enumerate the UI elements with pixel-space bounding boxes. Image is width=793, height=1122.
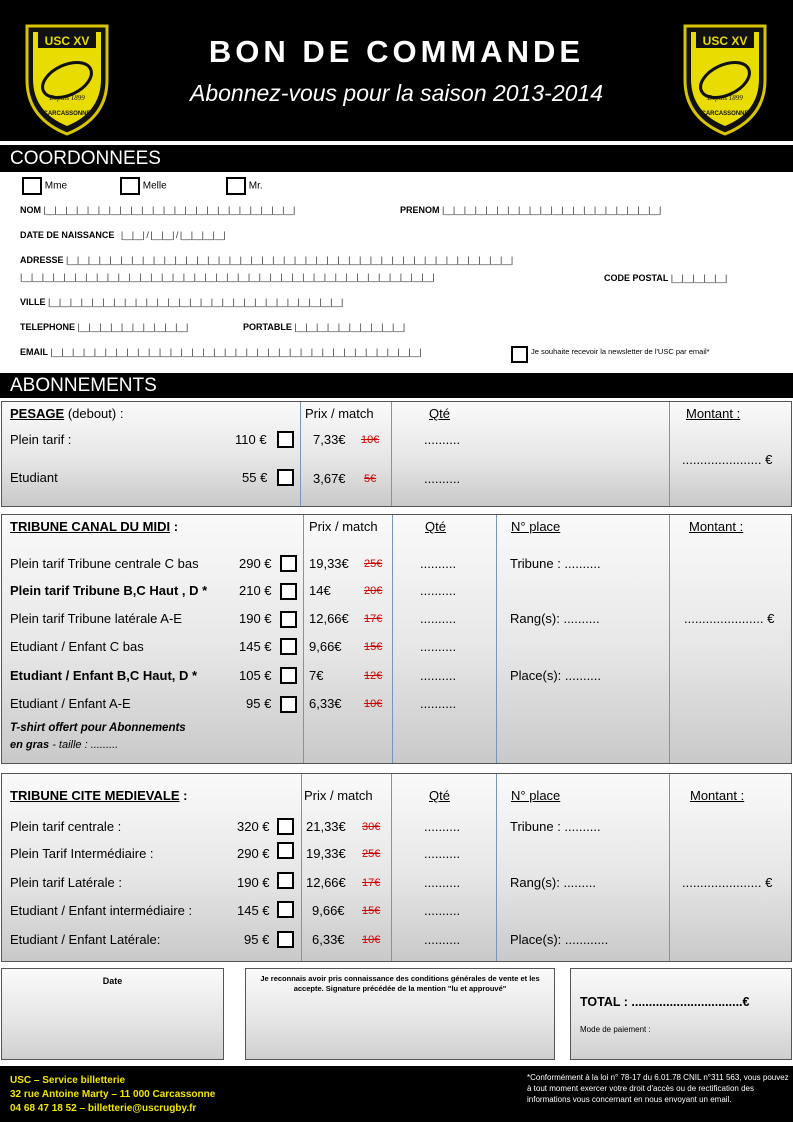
canal-permatch-4: 7€ xyxy=(309,668,324,683)
total-field[interactable]: TOTAL : ................................€ xyxy=(580,995,750,1009)
canal-price-5: 95 € xyxy=(246,696,272,711)
cite-checkbox-3[interactable] xyxy=(277,901,294,918)
pesage-permatch-0: 7,33€ xyxy=(313,432,346,447)
canal-price-0: 290 € xyxy=(239,556,272,571)
cite-label-1: Plein Tarif Intermédiaire : xyxy=(10,846,154,861)
canal-montant[interactable]: ...................... € xyxy=(684,611,775,626)
civility-melle[interactable]: Melle xyxy=(120,177,167,195)
pesage-old-1: 5€ xyxy=(364,473,377,485)
checkbox-melle[interactable] xyxy=(120,177,140,195)
cite-checkbox-4[interactable] xyxy=(277,931,294,948)
cite-checkbox-0[interactable] xyxy=(277,818,294,835)
canal-old-0: 25€ xyxy=(364,558,383,570)
canal-qty-1[interactable]: .......... xyxy=(420,583,457,598)
canal-places[interactable]: Place(s): .......... xyxy=(510,668,602,683)
cite-permatch-4: 6,33€ xyxy=(312,932,345,947)
cite-qty-0[interactable]: .......... xyxy=(424,819,461,834)
cite-price-3: 145 € xyxy=(237,903,270,918)
naissance-field[interactable]: DATE DE NAISSANCE |__|__| / |__|__| / |__|__|__|__| xyxy=(20,230,226,240)
canal-checkbox-1[interactable] xyxy=(280,583,297,600)
email-field[interactable]: EMAIL |__|__|__|__|__|__|__|__|__|__|__|__|__|__|__|__|__|__|__|__|__|__|__|__|__|__|__|__|__|__|__|__|__|__| xyxy=(20,347,422,357)
cite-old-0: 30€ xyxy=(362,821,381,833)
pesage-panel xyxy=(1,401,792,507)
date-label: Date xyxy=(102,976,123,986)
checkbox-mr[interactable] xyxy=(226,177,246,195)
canal-checkbox-2[interactable] xyxy=(280,611,297,628)
newsletter-label: Je souhaite recevoir la newsletter de l'USC par email* xyxy=(531,347,710,356)
pesage-price-0: 110 € xyxy=(235,432,267,447)
canal-label-2: Plein tarif Tribune latérale A-E xyxy=(10,611,182,626)
col-place: N° place xyxy=(511,519,561,534)
cite-panel xyxy=(1,773,792,962)
page-title: BON DE COMMANDE xyxy=(208,34,585,69)
col-qte: Qté xyxy=(425,519,446,534)
pesage-permatch-1: 3,67€ xyxy=(313,471,346,486)
canal-checkbox-4[interactable] xyxy=(280,667,297,684)
canal-old-4: 12€ xyxy=(364,670,383,682)
pesage-checkbox-1[interactable] xyxy=(277,469,294,486)
canal-permatch-3: 9,66€ xyxy=(309,639,342,654)
cite-rangs[interactable]: Rang(s): ......... xyxy=(510,875,596,890)
cite-qty-1[interactable]: .......... xyxy=(424,846,461,861)
canal-checkbox-0[interactable] xyxy=(280,555,297,572)
col-montant: Montant : xyxy=(686,406,741,421)
canal-permatch-1: 14€ xyxy=(309,583,331,598)
canal-tribune[interactable]: Tribune : .......... xyxy=(510,556,601,571)
svg-text:USC XV: USC XV xyxy=(702,34,748,48)
canal-label-1: Plein tarif Tribune B,C Haut , D * xyxy=(10,583,208,598)
canal-title: TRIBUNE CANAL DU MIDI : xyxy=(10,519,179,534)
civility-mr[interactable]: Mr. xyxy=(226,177,263,195)
col-prix: Prix / match xyxy=(305,406,374,421)
civility-mme[interactable]: Mme xyxy=(22,177,67,195)
date-box[interactable] xyxy=(1,968,224,1060)
section-coordonnees: COORDONNEES xyxy=(0,142,793,172)
canal-price-2: 190 € xyxy=(239,611,272,626)
paiement-field[interactable]: Mode de paiement : xyxy=(580,1025,651,1034)
canal-label-4: Etudiant / Enfant B,C Haut, D * xyxy=(10,668,198,683)
col-montant: Montant : xyxy=(689,519,744,534)
canal-old-1: 20€ xyxy=(364,585,383,597)
tshirt-size[interactable]: en gras - taille : ......... xyxy=(10,739,119,751)
cite-old-1: 25€ xyxy=(362,848,381,860)
cite-tribune[interactable]: Tribune : .......... xyxy=(510,819,601,834)
canal-label-5: Etudiant / Enfant A-E xyxy=(10,696,131,711)
cite-old-4: 10€ xyxy=(362,934,381,946)
canal-permatch-5: 6,33€ xyxy=(309,696,342,711)
footer xyxy=(0,1066,793,1122)
pesage-qty-0[interactable]: .......... xyxy=(424,432,461,447)
total-box xyxy=(570,968,792,1060)
canal-label-0: Plein tarif Tribune centrale C bas xyxy=(10,556,199,571)
svg-text:CARCASSONNE: CARCASSONNE xyxy=(43,111,91,117)
cite-label-0: Plein tarif centrale : xyxy=(10,819,122,834)
svg-text:USC XV: USC XV xyxy=(44,34,90,48)
cite-permatch-0: 21,33€ xyxy=(306,819,346,834)
col-place: N° place xyxy=(511,788,561,803)
col-montant: Montant : xyxy=(690,788,745,803)
canal-old-5: 10€ xyxy=(364,698,383,710)
canal-qty-0[interactable]: .......... xyxy=(420,556,457,571)
canal-qty-4[interactable]: .......... xyxy=(420,668,457,683)
cite-label-3: Etudiant / Enfant intermédiaire : xyxy=(10,903,193,918)
adresse-field-line2[interactable]: |__|__|__|__|__|__|__|__|__|__|__|__|__|__|__|__|__|__|__|__|__|__|__|__|__|__|__|__|__|__|__|__|__|__|__|__|__|__| xyxy=(20,272,435,282)
canal-panel xyxy=(1,514,792,764)
canal-price-1: 210 € xyxy=(239,583,272,598)
pesage-title: PESAGE (debout) : xyxy=(10,406,124,421)
svg-text:Depuis 1899: Depuis 1899 xyxy=(49,94,85,102)
canal-checkbox-5[interactable] xyxy=(280,696,297,713)
canal-permatch-0: 19,33€ xyxy=(309,556,349,571)
cite-price-2: 190 € xyxy=(237,875,270,890)
pesage-checkbox-0[interactable] xyxy=(277,431,294,448)
pesage-label-0: Plein tarif : xyxy=(10,432,72,447)
canal-old-2: 17€ xyxy=(364,613,383,625)
cite-label-4: Etudiant / Enfant Latérale: xyxy=(10,932,161,947)
cite-old-2: 17€ xyxy=(362,877,381,889)
canal-qty-5[interactable]: .......... xyxy=(420,696,457,711)
canal-old-3: 15€ xyxy=(364,641,383,653)
conditions-text: Je reconnais avoir pris connaissance des conditions générales de vente et les accepte. Signature précédée de la mention "lu et approuvé" xyxy=(260,974,540,993)
canal-qty-2[interactable]: .......... xyxy=(420,611,457,626)
col-prix: Prix / match xyxy=(304,788,373,803)
section-abonnements: ABONNEMENTS xyxy=(0,370,793,398)
cite-checkbox-2[interactable] xyxy=(277,872,294,889)
canal-rangs[interactable]: Rang(s): .......... xyxy=(510,611,600,626)
pesage-montant[interactable]: ...................... € xyxy=(682,452,773,467)
cite-qty-4[interactable]: .......... xyxy=(424,932,461,947)
telephone-field[interactable]: TELEPHONE |__|__|__|__|__|__|__|__|__|__| xyxy=(20,322,188,332)
portable-field[interactable]: PORTABLE |__|__|__|__|__|__|__|__|__|__| xyxy=(243,322,405,332)
cite-price-4: 95 € xyxy=(244,932,270,947)
cite-old-3: 15€ xyxy=(362,905,381,917)
cite-label-2: Plein tarif Latérale : xyxy=(10,875,123,890)
legal-notice: *Conformément à la loi n° 78-17 du 6.01.78 CNIL n°311 563, vous pouvez à tout moment exercer votre droit d'accès ou de rectification des informations vous concernant en nous envoyant un email. xyxy=(527,1073,789,1104)
svg-text:Depuis 1899: Depuis 1899 xyxy=(707,94,743,102)
cite-qty-2[interactable]: .......... xyxy=(424,875,461,890)
cite-places[interactable]: Place(s): ............ xyxy=(510,932,609,947)
cite-permatch-1: 19,33€ xyxy=(306,846,346,861)
checkbox-mme[interactable] xyxy=(22,177,42,195)
pesage-price-1: 55 € xyxy=(242,470,268,485)
col-qte: Qté xyxy=(429,406,450,421)
col-prix: Prix / match xyxy=(309,519,378,534)
cite-permatch-2: 12,66€ xyxy=(306,875,346,890)
canal-label-3: Etudiant / Enfant C bas xyxy=(10,639,144,654)
prenom-field[interactable]: PRENOM |__|__|__|__|__|__|__|__|__|__|__|__|__|__|__|__|__|__|__|__| xyxy=(400,205,661,215)
cite-title: TRIBUNE CITE MEDIEVALE : xyxy=(10,788,188,803)
cite-permatch-3: 9,66€ xyxy=(312,903,345,918)
newsletter-checkbox[interactable] xyxy=(511,346,528,363)
code-postal-field[interactable]: CODE POSTAL |__|__|__|__|__| xyxy=(604,273,727,283)
usc-logo-icon xyxy=(680,18,770,136)
cite-montant[interactable]: ...................... € xyxy=(682,875,773,890)
canal-price-4: 105 € xyxy=(239,668,272,683)
pesage-label-1: Etudiant xyxy=(10,470,58,485)
cite-checkbox-1[interactable] xyxy=(277,842,294,859)
adresse-field[interactable]: ADRESSE |__|__|__|__|__|__|__|__|__|__|__|__|__|__|__|__|__|__|__|__|__|__|__|__|__|__|__|__|__|__|__|__|__|__|__|__|__|__|__|__|__| xyxy=(20,255,513,265)
canal-price-3: 145 € xyxy=(239,639,272,654)
ville-field[interactable]: VILLE |__|__|__|__|__|__|__|__|__|__|__|__|__|__|__|__|__|__|__|__|__|__|__|__|__|__|__| xyxy=(20,297,343,307)
cite-qty-3[interactable]: .......... xyxy=(424,903,461,918)
page-subtitle: Abonnez-vous pour la saison 2013-2014 xyxy=(189,80,603,106)
cite-price-0: 320 € xyxy=(237,819,270,834)
cite-price-1: 290 € xyxy=(237,846,270,861)
pesage-qty-1[interactable]: .......... xyxy=(424,471,461,486)
canal-checkbox-3[interactable] xyxy=(280,638,297,655)
canal-permatch-2: 12,66€ xyxy=(309,611,349,626)
signature-box[interactable] xyxy=(245,968,555,1060)
contact-info: USC – Service billetterie 32 rue Antoine Marty – 11 000 Carcassonne 04 68 47 18 52 – billetterie@uscrugby.fr xyxy=(10,1075,216,1114)
canal-qty-3[interactable]: .......... xyxy=(420,639,457,654)
usc-logo-icon xyxy=(22,18,112,136)
col-qte: Qté xyxy=(429,788,450,803)
tshirt-note: T-shirt offert pour Abonnements xyxy=(10,722,186,734)
header xyxy=(0,0,793,141)
nom-field[interactable]: NOM |__|__|__|__|__|__|__|__|__|__|__|__|__|__|__|__|__|__|__|__|__|__|__| xyxy=(20,205,295,215)
pesage-old-0: 10€ xyxy=(361,434,380,446)
svg-text:CARCASSONNE: CARCASSONNE xyxy=(701,111,749,117)
